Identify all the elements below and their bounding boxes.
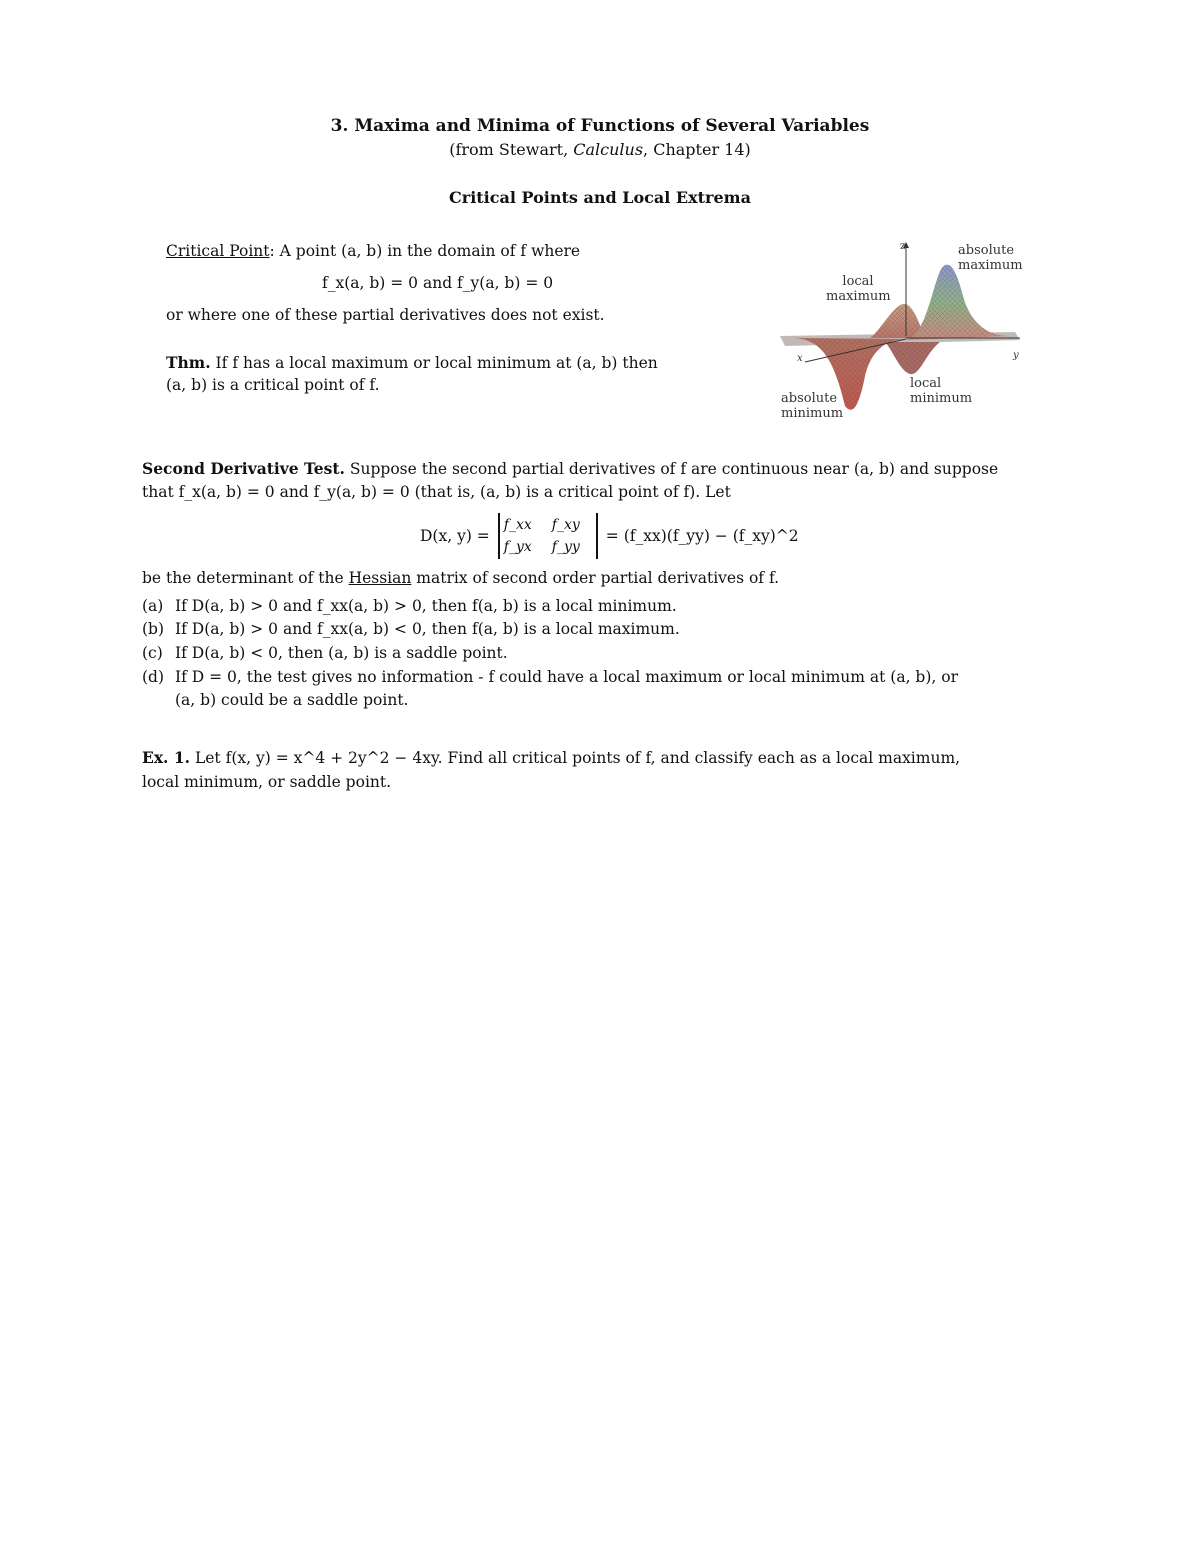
source-prefix: (from Stewart, (449, 140, 574, 159)
sdt-line-1 (142, 458, 1062, 480)
absolute-maximum-label: absolute maximum (958, 243, 1023, 273)
source-book: Calculus (573, 140, 644, 159)
axis-y-label: y (1013, 350, 1019, 361)
matrix-cell-fyx: f_yx (503, 539, 532, 555)
hessian-term: Hessian (348, 569, 412, 587)
theorem-line-2: (a, b) is a critical point of f. (166, 376, 380, 394)
case-text-b: If D(a, b) > 0 and f_xx(a, b) < 0, then f(a, b) is a local maximum. (175, 620, 680, 638)
case-text-d: If D = 0, the test gives no information - f could have a local maximum or local minimum at (a, b), or (175, 668, 958, 686)
theorem-label: Thm. (166, 353, 211, 372)
critical-point-intro: : A point (a, b) in the domain of f where (269, 242, 581, 260)
test-case-a (142, 595, 1062, 617)
hessian-sentence (142, 567, 1062, 589)
matrix-cell-fyy: f_yy (551, 539, 580, 555)
determinant-lhs: D(x, y) = (420, 527, 490, 545)
source-citation (0, 140, 1200, 159)
case-label-d: (d) (142, 668, 165, 686)
source-suffix: , Chapter 14) (643, 140, 751, 159)
case-text-a: If D(a, b) > 0 and f_xx(a, b) > 0, then f(a, b) is a local minimum. (175, 597, 677, 615)
example-label: Ex. 1. (142, 748, 191, 767)
critical-point-note: or where one of these partial derivatives does not exist. (166, 306, 605, 324)
section-title: Critical Points and Local Extrema (449, 188, 751, 207)
absolute-minimum-label: absolute minimum (781, 391, 844, 421)
example-line-2: local minimum, or saddle point. (142, 773, 392, 791)
test-case-d (142, 666, 1062, 688)
local-minimum-label: local minimum (910, 376, 973, 406)
determinant-rhs: = (f_xx)(f_yy) − (f_xy)^2 (605, 527, 799, 545)
hessian-prefix: be the determinant of the (142, 569, 349, 587)
test-case-d-continuation: (a, b) could be a saddle point. (175, 691, 409, 709)
critical-point-equation: f_x(a, b) = 0 and f_y(a, b) = 0 (322, 274, 554, 292)
determinant-formula (420, 512, 799, 560)
example-text-1: Let f(x, y) = x^4 + 2y^2 − 4xy. Find all critical points of f, and classify each as a local maximum, (190, 749, 961, 767)
case-text-c: If D(a, b) < 0, then (a, b) is a saddle point. (175, 644, 508, 662)
case-label-c: (c) (142, 644, 163, 662)
axis-x-label: x (797, 353, 803, 364)
test-case-c (142, 642, 1062, 664)
hessian-matrix (500, 515, 596, 557)
page-title: 3. Maxima and Minima of Functions of Several Variables (330, 116, 870, 136)
local-maximum-label: local maximum (826, 274, 891, 304)
test-case-b (142, 618, 1062, 640)
sdt-line-2: that f_x(a, b) = 0 and f_y(a, b) = 0 (that is, (a, b) is a critical point of f). Let (142, 483, 731, 501)
sdt-label: Second Derivative Test. (142, 459, 345, 478)
matrix-cell-fxy: f_xy (551, 517, 580, 533)
critical-point-definition (166, 242, 580, 260)
sdt-text-1: Suppose the second partial derivatives of f are continuous near (a, b) and suppose (344, 460, 999, 478)
theorem-text-1: If f has a local maximum or local minimum at (a, b) then (210, 354, 658, 372)
hessian-suffix: matrix of second order partial derivatives of f. (411, 569, 780, 587)
theorem-line-1 (166, 353, 658, 372)
critical-point-term: Critical Point (166, 242, 270, 260)
case-label-b: (b) (142, 620, 165, 638)
example-line-1 (142, 747, 1062, 769)
axis-z-label: z (900, 241, 906, 252)
matrix-cell-fxx: f_xx (503, 517, 532, 533)
case-label-a: (a) (142, 597, 164, 615)
